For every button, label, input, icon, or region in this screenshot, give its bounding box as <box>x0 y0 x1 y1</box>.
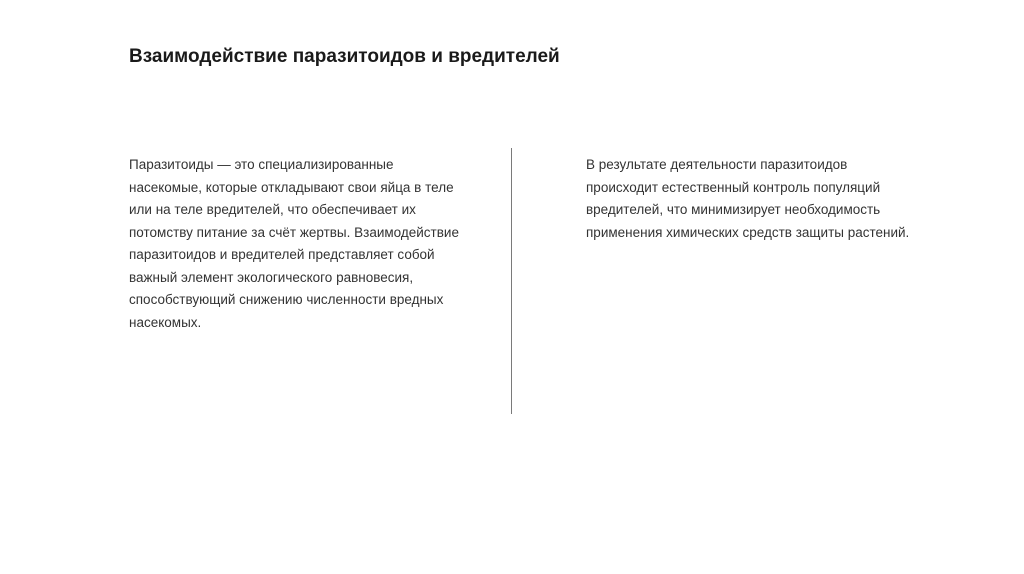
left-text-line: паразитоидов и вредителей представляет собой <box>129 247 435 262</box>
slide-title: Взаимодействие паразитоидов и вредителей <box>129 46 560 67</box>
left-text-line: способствующий снижению численности вредных <box>129 292 444 307</box>
left-text-line: потомству питание за счёт жертвы. Взаимодействие <box>129 224 459 240</box>
left-text-line: или на теле вредителей, что обеспечивает их <box>129 202 416 217</box>
right-text-column <box>586 154 926 244</box>
left-text-line: важный элемент экологического равновесия, <box>129 269 414 285</box>
right-text-line: применения химических средств защиты растений. <box>586 224 910 240</box>
left-text-column <box>129 154 469 334</box>
left-text-line: насекомые, которые откладывают свои яйца в теле <box>129 179 454 195</box>
right-text-line: В результате деятельности паразитоидов <box>586 157 848 172</box>
column-divider <box>511 148 512 414</box>
left-text-line: Паразитоиды — это специализированные <box>129 157 394 172</box>
left-text-line: насекомых. <box>129 314 202 330</box>
right-text-line: происходит естественный контроль популяций <box>586 179 881 195</box>
right-text-line: вредителей, что минимизирует необходимость <box>586 202 881 217</box>
